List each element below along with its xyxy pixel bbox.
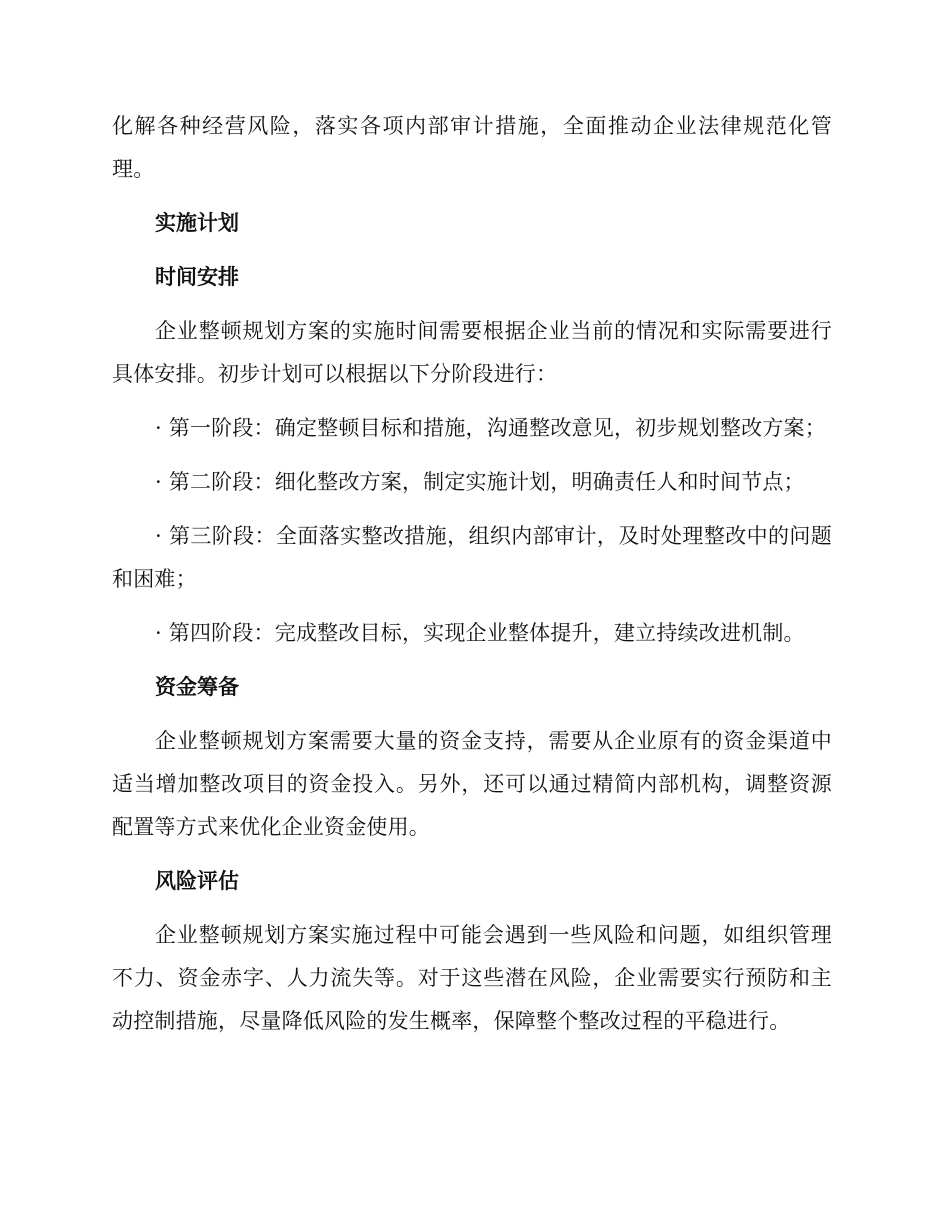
paragraph-funding: 企业整顿规划方案需要大量的资金支持，需要从企业原有的资金渠道中适当增加整改项目的资金投入。另外，还可以通过精简内部机构，调整资源配置等方式来优化企业资金使用。	[112, 729, 832, 839]
paragraph-continuation: 化解各种经营风险，落实各项内部审计措施，全面推动企业法律规范化管理。	[112, 114, 832, 181]
paragraph-schedule-intro: 企业整顿规划方案的实施时间需要根据企业当前的情况和实际需要进行具体安排。初步计划可以根据以下分阶段进行：	[112, 319, 832, 386]
list-item-phase-1: · 第一阶段：确定整顿目标和措施，沟通整改意见，初步规划整改方案；	[155, 416, 826, 440]
paragraph-risk-assessment: 企业整顿规划方案实施过程中可能会遇到一些风险和问题，如组织管理不力、资金赤字、人力流失等。对于这些潜在风险，企业需要实行预防和主动控制措施，尽量降低风险的发生概率，保障整个整改过程的平稳进行。	[112, 923, 832, 1033]
list-item-phase-2: · 第二阶段：细化整改方案，制定实施计划，明确责任人和时间节点；	[155, 470, 805, 494]
section-heading-risk-assessment: 风险评估	[155, 869, 239, 893]
section-heading-funding: 资金筹备	[155, 675, 239, 699]
document-body	[112, 105, 832, 1054]
section-heading-schedule: 时间安排	[155, 265, 239, 289]
list-item-phase-4: · 第四阶段：完成整改目标，实现企业整体提升，建立持续改进机制。	[155, 621, 805, 645]
list-item-phase-3: · 第三阶段：全面落实整改措施，组织内部审计，及时处理整改中的问题和困难；	[112, 524, 832, 591]
section-heading-implementation-plan: 实施计划	[155, 211, 239, 235]
